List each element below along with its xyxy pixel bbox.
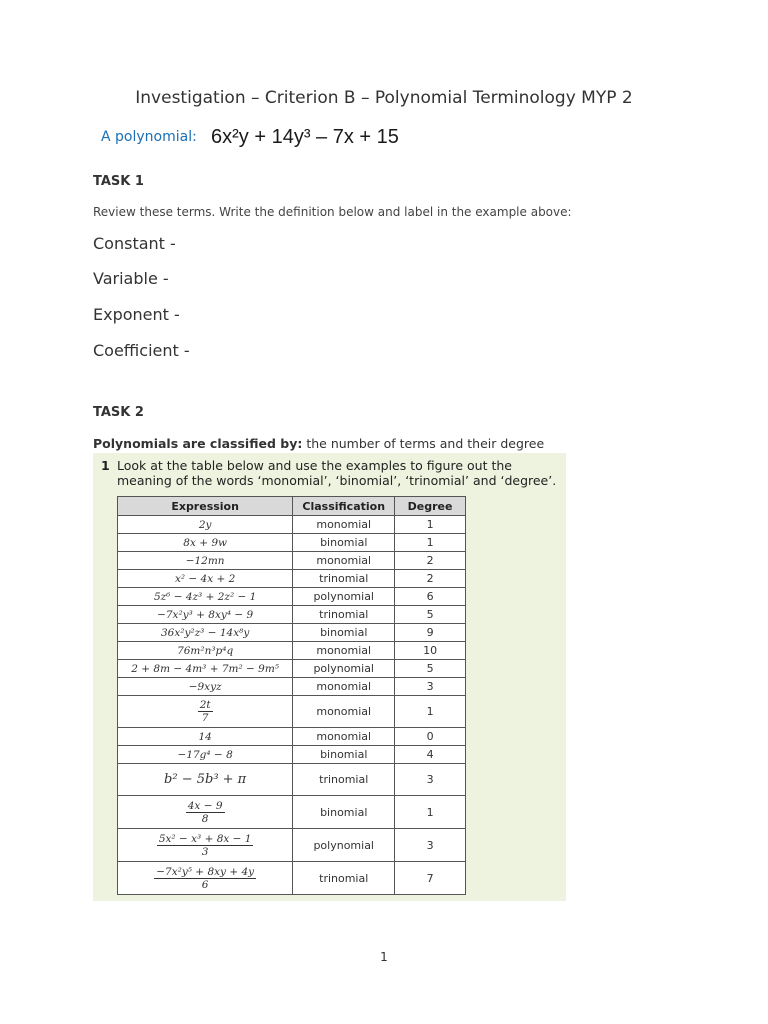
task2-heading: TASK 2 (93, 405, 144, 420)
fraction-denominator: 7 (201, 712, 209, 724)
table-header-row (118, 497, 466, 516)
fraction-numerator: −7x²y⁵ + 8xy + 4y (156, 865, 255, 878)
table-row (118, 746, 466, 764)
degree-cell: 1 (395, 534, 466, 552)
question-text: Look at the table below and use the examples to figure out the meaning of the words ‘monomial’, ‘binomial’, ‘trinomial’ and ‘degree’. (117, 458, 557, 488)
table-row (118, 862, 466, 895)
expression-cell (118, 696, 293, 728)
degree-cell: 3 (395, 829, 466, 862)
classification-cell: trinomial (293, 606, 395, 624)
header-degree: Degree (395, 497, 466, 516)
task1-heading: TASK 1 (93, 174, 144, 189)
page-number: 1 (380, 950, 388, 964)
expression-cell: −17g⁴ − 8 (118, 746, 293, 764)
table-row (118, 642, 466, 660)
fraction-numerator: 5x² − x³ + 8x − 1 (158, 832, 252, 845)
degree-cell: 2 (395, 552, 466, 570)
degree-cell: 7 (395, 862, 466, 895)
classification-cell: trinomial (293, 764, 395, 796)
table-row (118, 516, 466, 534)
question-number: 1 (101, 458, 110, 473)
classification-cell: binomial (293, 534, 395, 552)
degree-cell: 1 (395, 516, 466, 534)
fraction-denominator: 8 (201, 812, 209, 825)
classification-cell: trinomial (293, 570, 395, 588)
table-row (118, 606, 466, 624)
fraction (186, 800, 225, 825)
classification-cell: monomial (293, 552, 395, 570)
expression-cell (118, 862, 293, 895)
fraction-numerator: 2t (199, 699, 211, 711)
expression-cell: 2y (118, 516, 293, 534)
expression-cell: 14 (118, 728, 293, 746)
expression-cell: b² − 5b³ + π (118, 764, 293, 796)
table-row (118, 678, 466, 696)
table-row (118, 796, 466, 829)
classification-cell: polynomial (293, 588, 395, 606)
term-variable: Variable - (93, 269, 169, 288)
table-row (118, 829, 466, 862)
classification-cell: polynomial (293, 829, 395, 862)
degree-cell: 10 (395, 642, 466, 660)
degree-cell: 3 (395, 764, 466, 796)
table-row (118, 534, 466, 552)
polynomial-expression: 6x²y + 14y³ – 7x + 15 (211, 126, 399, 148)
expression-cell: 36x²y²z³ − 14x⁸y (118, 624, 293, 642)
classification-cell: binomial (293, 624, 395, 642)
term-coefficient: Coefficient - (93, 341, 190, 360)
polynomial-table (117, 496, 466, 895)
fraction-numerator: 4x − 9 (187, 799, 223, 812)
expression-cell: 5z⁶ − 4z³ + 2z² − 1 (118, 588, 293, 606)
degree-cell: 6 (395, 588, 466, 606)
term-constant: Constant - (93, 234, 176, 253)
classification-cell: trinomial (293, 862, 395, 895)
table-row (118, 696, 466, 728)
expression-cell: 8x + 9w (118, 534, 293, 552)
degree-cell: 0 (395, 728, 466, 746)
expression-cell (118, 796, 293, 829)
degree-cell: 2 (395, 570, 466, 588)
expression-cell: x² − 4x + 2 (118, 570, 293, 588)
classification-cell: monomial (293, 696, 395, 728)
task1-instruction: Review these terms. Write the definition below and label in the example above: (93, 205, 572, 219)
classification-cell: monomial (293, 516, 395, 534)
expression-cell: 2 + 8m − 4m³ + 7m² − 9m⁵ (118, 660, 293, 678)
expression-cell: −12mn (118, 552, 293, 570)
term-exponent: Exponent - (93, 305, 180, 324)
expression-cell: 76m²n³p⁴q (118, 642, 293, 660)
classification-rest: the number of terms and their degree (302, 436, 545, 451)
classification-cell: monomial (293, 728, 395, 746)
table-row (118, 624, 466, 642)
classification-cell: polynomial (293, 660, 395, 678)
degree-cell: 4 (395, 746, 466, 764)
fraction-denominator: 6 (201, 878, 209, 891)
classification-cell: binomial (293, 746, 395, 764)
fraction-denominator: 3 (201, 845, 209, 858)
page-title: Investigation – Criterion B – Polynomial Terminology MYP 2 (135, 88, 633, 108)
classification-bold: Polynomials are classified by: (93, 436, 303, 451)
degree-cell: 9 (395, 624, 466, 642)
classification-cell: binomial (293, 796, 395, 829)
table-row (118, 570, 466, 588)
degree-cell: 5 (395, 606, 466, 624)
expression-cell: −7x²y³ + 8xy⁴ − 9 (118, 606, 293, 624)
classification-cell: monomial (293, 642, 395, 660)
table-row (118, 660, 466, 678)
expression-cell (118, 829, 293, 862)
degree-cell: 1 (395, 696, 466, 728)
classification-statement (93, 436, 544, 451)
degree-cell: 5 (395, 660, 466, 678)
fraction (154, 866, 256, 891)
header-classification: Classification (293, 497, 395, 516)
textbook-excerpt (93, 453, 566, 901)
polynomial-label: A polynomial: (101, 129, 197, 145)
classification-cell: monomial (293, 678, 395, 696)
expression-cell: −9xyz (118, 678, 293, 696)
header-expression: Expression (118, 497, 293, 516)
degree-cell: 3 (395, 678, 466, 696)
table-row (118, 728, 466, 746)
fraction (157, 833, 254, 858)
table-row (118, 552, 466, 570)
table-row (118, 588, 466, 606)
fraction (198, 699, 213, 724)
degree-cell: 1 (395, 796, 466, 829)
table-row (118, 764, 466, 796)
